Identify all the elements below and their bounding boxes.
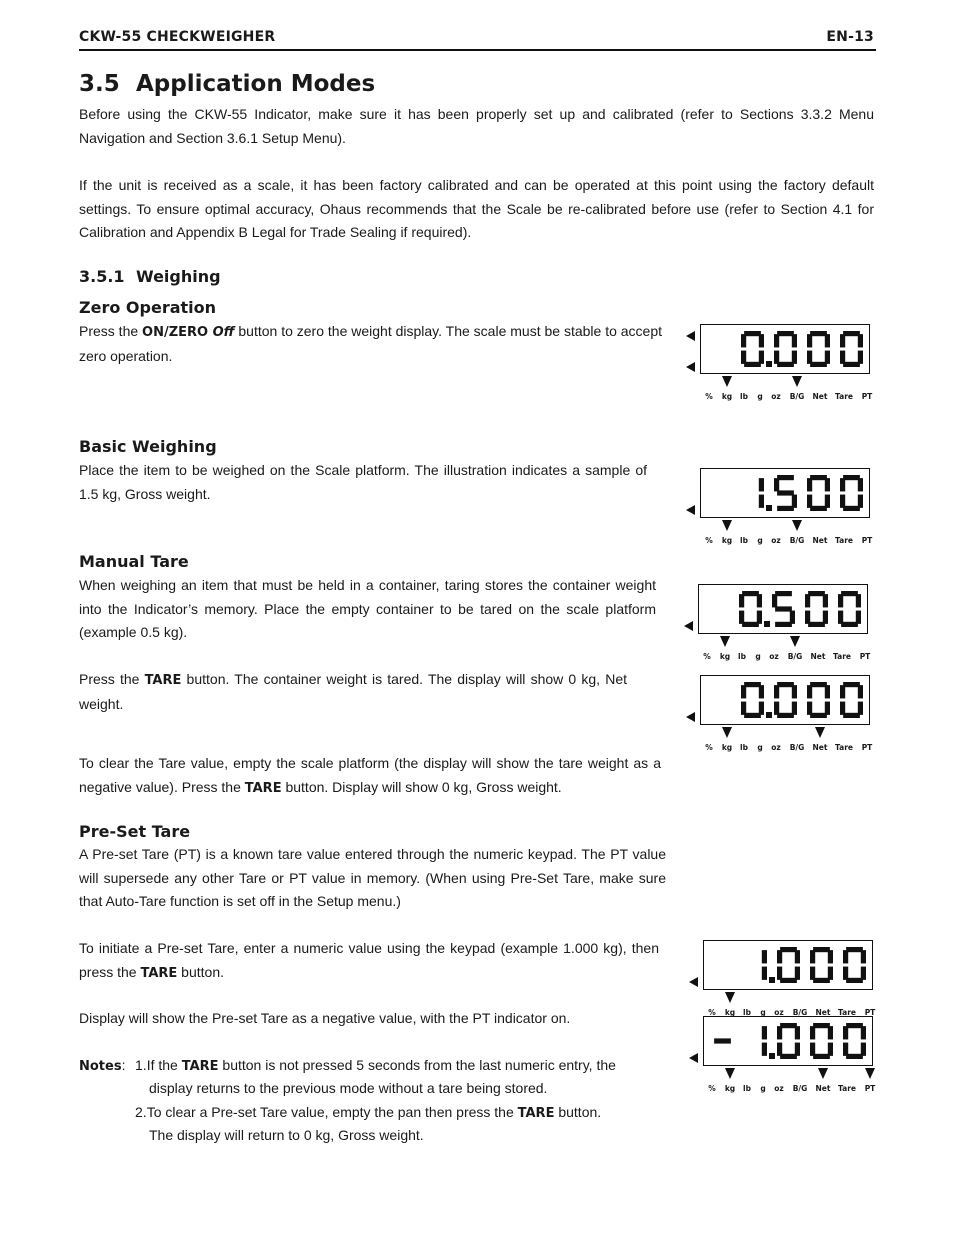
indicator-label: kg — [724, 1084, 736, 1093]
note-1: 1.If the TARE button is not pressed 5 seconds from the last numeric entry, the — [135, 1057, 616, 1074]
tare-button-label: TARE — [181, 1059, 219, 1074]
segment-d — [808, 622, 825, 627]
indicator-pointer-icon — [720, 636, 730, 647]
preset-tare-heading: Pre-Set Tare — [79, 822, 191, 841]
segment-a — [777, 682, 794, 687]
segment-e — [774, 702, 779, 715]
segment-d — [744, 362, 761, 367]
segment-a — [780, 947, 797, 952]
digit-0 — [807, 331, 830, 367]
lcd-readout — [700, 675, 870, 725]
basic-weighing-text: Place the item to be weighed on the Scale platform. The illustration indicates a sample of 1.5 kg, Gross weight. — [79, 462, 647, 502]
indicator-label: B/G — [789, 743, 805, 752]
digit-0 — [840, 475, 863, 511]
section-heading — [79, 71, 375, 97]
digit-0 — [810, 1023, 833, 1059]
segment-e — [838, 611, 843, 624]
indicator-label: kg — [721, 392, 733, 401]
tare-button-label: TARE — [517, 1106, 555, 1121]
digit-0 — [807, 475, 830, 511]
segment-b — [828, 1026, 833, 1039]
segment-a — [810, 682, 827, 687]
digit-0 — [838, 591, 861, 627]
segment-a — [780, 1023, 797, 1028]
segment-b — [762, 1026, 767, 1039]
indicator-label: kg — [721, 743, 733, 752]
segment-e — [840, 495, 845, 508]
preset-tare-paragraph-2: To initiate a Pre-set Tare, enter a numeric value using the keypad (example 1.000 kg), then press the TARE button. — [79, 940, 659, 981]
segment-g — [775, 606, 792, 611]
indicator-label: g — [760, 1084, 766, 1093]
segment-b — [858, 334, 863, 347]
digit-5 — [772, 591, 795, 627]
segment-f — [774, 334, 779, 347]
indicator-label: Net — [815, 1084, 831, 1093]
indicator-pointer-icon — [722, 520, 732, 531]
status-arrow-icon — [686, 505, 695, 515]
segment-a — [843, 331, 860, 336]
segment-f — [840, 478, 845, 491]
indicator-labels — [700, 392, 873, 404]
indicator-label: lb — [740, 743, 748, 752]
segment-b — [861, 950, 866, 963]
segment-b — [795, 1026, 800, 1039]
tare-button-label: TARE — [244, 780, 282, 796]
tare-button-label: TARE — [144, 673, 182, 688]
segment-b — [825, 478, 830, 491]
segment-a — [775, 591, 792, 596]
segment-b — [757, 594, 762, 607]
indicator-pointer-icon — [725, 1068, 735, 1079]
segment-b — [762, 950, 767, 963]
segment-b — [861, 1026, 866, 1039]
segment-a — [777, 331, 794, 336]
note-2: 2.To clear a Pre-set Tare value, empty the pan then press the TARE button. — [135, 1104, 602, 1121]
indicator-label: B/G — [789, 392, 805, 401]
indicator-pointer-icon — [725, 992, 735, 1003]
segment-d — [775, 622, 792, 627]
intro-paragraph-2: If the unit is received as a scale, it has been factory calibrated and can be operated at this point using the factory default settings. To ensure optimal accuracy, Ohaus recommends that the Scale be re-calibrated before use (refer to Section 4.1 for Calibration and Appendix B Legal for Trade Sealing if required). — [79, 177, 874, 240]
digit-1 — [762, 950, 767, 980]
status-arrow-icon — [689, 1053, 698, 1063]
indicator-label: g — [757, 536, 763, 545]
digit-0 — [777, 947, 800, 983]
segment-e — [810, 1043, 815, 1056]
digit-1 — [762, 1026, 767, 1056]
segment-b — [828, 950, 833, 963]
segment-d — [744, 713, 761, 718]
segment-e — [840, 702, 845, 715]
lcd-readout — [700, 468, 870, 518]
segment-d — [742, 622, 759, 627]
indicator-label: Tare — [833, 652, 851, 661]
indicator-label: Tare — [838, 1008, 856, 1017]
indicator-label: g — [755, 652, 761, 661]
segment-f — [807, 334, 812, 347]
lcd-readout — [700, 324, 870, 374]
segment-d — [780, 978, 797, 983]
section-title: Application Modes — [136, 71, 376, 97]
minus-sign — [714, 1038, 731, 1043]
segment-e — [807, 495, 812, 508]
segment-a — [846, 1023, 863, 1028]
segment-g — [777, 490, 794, 495]
basic-weighing-heading: Basic Weighing — [79, 437, 217, 456]
segment-e — [843, 1043, 848, 1056]
segment-e — [777, 967, 782, 980]
subsection-number: 3.5.1 — [79, 267, 125, 286]
segment-f — [774, 478, 779, 491]
indicator-label: kg — [721, 536, 733, 545]
segment-f — [741, 334, 746, 347]
indicator-label: oz — [771, 392, 781, 401]
segment-b — [759, 478, 764, 491]
running-header-title: CKW-55 CHECKWEIGHER — [79, 29, 276, 45]
segment-f — [810, 1026, 815, 1039]
segment-f — [807, 478, 812, 491]
lcd-readout — [703, 940, 873, 990]
segment-e — [807, 351, 812, 364]
indicator-label: oz — [769, 652, 779, 661]
status-arrow-icon — [686, 712, 695, 722]
digit-0 — [774, 331, 797, 367]
segment-d — [777, 713, 794, 718]
segment-f — [807, 685, 812, 698]
status-arrow-icon — [686, 331, 695, 341]
segment-c — [759, 495, 764, 508]
indicator-label: PT — [861, 743, 873, 752]
indicator-label: oz — [771, 536, 781, 545]
segment-d — [843, 506, 860, 511]
segment-b — [825, 334, 830, 347]
segment-a — [808, 591, 825, 596]
manual-tare-heading: Manual Tare — [79, 552, 189, 571]
digit-1 — [759, 478, 764, 508]
segment-b — [856, 594, 861, 607]
indicator-pointer-icon — [792, 520, 802, 531]
indicator-label: Net — [815, 1008, 831, 1017]
indicator-pointer-icon — [722, 727, 732, 738]
segment-g — [714, 1038, 731, 1043]
segment-f — [774, 685, 779, 698]
manual-tare-paragraph-1: When weighing an item that must be held in a container, taring stores the container weight into the Indicator’s memory. Place the empty container to be tared on the scale platform (example 0.5 kg). — [79, 577, 656, 640]
segment-d — [846, 1054, 863, 1059]
indicator-label: % — [705, 536, 713, 545]
decimal-point — [769, 1053, 775, 1059]
header-rule — [79, 49, 876, 51]
indicator-label: % — [708, 1008, 716, 1017]
indicator-labels — [703, 1084, 876, 1096]
segment-a — [843, 475, 860, 480]
on-zero-button-label: ON/ZERO — [142, 325, 209, 340]
indicator-label: % — [705, 392, 713, 401]
indicator-label: % — [708, 1084, 716, 1093]
indicator-label: lb — [740, 392, 748, 401]
indicator-label: lb — [743, 1084, 751, 1093]
digit-0 — [843, 1023, 866, 1059]
note-2-continuation: The display will return to 0 kg, Gross weight. — [149, 1127, 424, 1143]
segment-c — [762, 1043, 767, 1056]
segment-a — [810, 475, 827, 480]
digit-0 — [741, 682, 764, 718]
digit-0 — [807, 682, 830, 718]
indicator-label: lb — [738, 652, 746, 661]
notes-label: Notes: — [79, 1057, 126, 1074]
segment-f — [739, 594, 744, 607]
segment-e — [774, 351, 779, 364]
segment-a — [777, 475, 794, 480]
segment-d — [777, 506, 794, 511]
segment-a — [742, 591, 759, 596]
note-1-continuation: display returns to the previous mode without a tare being stored. — [149, 1080, 548, 1096]
preset-tare-paragraph-3: Display will show the Pre-set Tare as a negative value, with the PT indicator on. — [79, 1010, 571, 1026]
segment-f — [840, 685, 845, 698]
indicator-label: % — [705, 743, 713, 752]
zero-operation-text: Press the ON/ZERO Off button to zero the weight display. The scale must be stable to accept zero operation. — [79, 323, 663, 364]
manual-tare-paragraph-3: To clear the Tare value, empty the scale platform (the display will show the tare weight as a negative value). Press the TARE button. Display will show 0 kg, Gross weight. — [79, 755, 661, 796]
indicator-label: B/G — [787, 652, 803, 661]
intro-paragraph-1: Before using the CKW-55 Indicator, make sure it has been properly set up and calibrated (refer to Sections 3.3.2 Menu Navigation and Section 3.6.1 Setup Menu). — [79, 106, 874, 146]
indicator-label: oz — [774, 1084, 784, 1093]
segment-d — [780, 1054, 797, 1059]
lcd-readout — [703, 1016, 873, 1066]
segment-f — [777, 950, 782, 963]
digit-0 — [805, 591, 828, 627]
indicator-label: Tare — [838, 1084, 856, 1093]
page-number: EN-13 — [826, 29, 874, 45]
indicator-label: Net — [812, 743, 828, 752]
segment-d — [843, 713, 860, 718]
segment-b — [825, 685, 830, 698]
indicator-label: Tare — [835, 392, 853, 401]
subsection-title: Weighing — [136, 267, 221, 286]
digit-0 — [774, 682, 797, 718]
indicator-label: lb — [740, 536, 748, 545]
indicator-label: kg — [724, 1008, 736, 1017]
indicator-label: Tare — [835, 743, 853, 752]
preset-tare-paragraph-1: A Pre-set Tare (PT) is a known tare value entered through the numeric keypad. The PT value will supersede any other Tare or PT value in memory. (When using Pre-Set Tare, make sure that Auto-Tare function is set off in the Setup menu.) — [79, 846, 666, 909]
indicator-label: oz — [774, 1008, 784, 1017]
decimal-point — [766, 712, 772, 718]
indicator-labels — [698, 652, 871, 664]
segment-f — [741, 685, 746, 698]
segment-a — [810, 331, 827, 336]
segment-a — [841, 591, 858, 596]
segment-f — [805, 594, 810, 607]
segment-c — [762, 967, 767, 980]
segment-d — [841, 622, 858, 627]
segment-e — [840, 351, 845, 364]
indicator-pointer-icon — [790, 636, 800, 647]
segment-e — [807, 702, 812, 715]
indicator-labels — [700, 743, 873, 755]
indicator-labels — [700, 536, 873, 548]
section-number: 3.5 — [79, 71, 120, 97]
indicator-pointer-icon — [722, 376, 732, 387]
digit-0 — [840, 331, 863, 367]
segment-b — [759, 334, 764, 347]
zero-operation-heading: Zero Operation — [79, 298, 217, 317]
segment-d — [843, 362, 860, 367]
indicator-label: PT — [859, 652, 871, 661]
segment-e — [741, 702, 746, 715]
indicator-pointer-icon — [865, 1068, 875, 1079]
indicator-pointer-icon — [815, 727, 825, 738]
decimal-point — [764, 621, 770, 627]
indicator-label: Tare — [835, 536, 853, 545]
indicator-pointer-icon — [792, 376, 802, 387]
indicator-label: Net — [810, 652, 826, 661]
segment-d — [846, 978, 863, 983]
decimal-point — [766, 505, 772, 511]
segment-d — [777, 362, 794, 367]
status-arrow-icon — [684, 621, 693, 631]
indicator-label: g — [757, 743, 763, 752]
segment-a — [744, 682, 761, 687]
segment-e — [739, 611, 744, 624]
indicator-label: oz — [771, 743, 781, 752]
decimal-point — [769, 977, 775, 983]
tare-button-label: TARE — [140, 965, 178, 981]
segment-e — [741, 351, 746, 364]
segment-b — [858, 685, 863, 698]
segment-e — [843, 967, 848, 980]
indicator-label: PT — [864, 1084, 876, 1093]
indicator-label: kg — [719, 652, 731, 661]
digit-0 — [840, 682, 863, 718]
segment-b — [858, 478, 863, 491]
segment-f — [840, 334, 845, 347]
segment-e — [805, 611, 810, 624]
segment-d — [813, 978, 830, 983]
segment-a — [846, 947, 863, 952]
segment-f — [843, 1026, 848, 1039]
digit-0 — [810, 947, 833, 983]
segment-d — [810, 362, 827, 367]
indicator-label: g — [757, 392, 763, 401]
segment-f — [777, 1026, 782, 1039]
indicator-pointer-icon — [818, 1068, 828, 1079]
status-arrow-icon — [686, 362, 695, 372]
manual-tare-paragraph-2: Press the TARE button. The container weight is tared. The display will show 0 kg, Net weight. — [79, 671, 627, 712]
indicator-label: PT — [864, 1008, 876, 1017]
segment-d — [810, 713, 827, 718]
decimal-point — [766, 361, 772, 367]
segment-a — [813, 1023, 830, 1028]
segment-f — [843, 950, 848, 963]
digit-0 — [843, 947, 866, 983]
subsection-heading — [79, 267, 221, 286]
segment-a — [843, 682, 860, 687]
segment-b — [823, 594, 828, 607]
segment-f — [810, 950, 815, 963]
segment-e — [810, 967, 815, 980]
segment-a — [744, 331, 761, 336]
segment-f — [838, 594, 843, 607]
indicator-label: Net — [812, 392, 828, 401]
segment-a — [813, 947, 830, 952]
segment-b — [792, 334, 797, 347]
segment-b — [795, 950, 800, 963]
indicator-label: Net — [812, 536, 828, 545]
status-arrow-icon — [689, 977, 698, 987]
indicator-label: % — [703, 652, 711, 661]
segment-d — [810, 506, 827, 511]
indicator-label: B/G — [792, 1084, 808, 1093]
indicator-label: lb — [743, 1008, 751, 1017]
digit-0 — [741, 331, 764, 367]
segment-b — [759, 685, 764, 698]
segment-f — [772, 594, 777, 607]
indicator-label: PT — [861, 536, 873, 545]
segment-d — [813, 1054, 830, 1059]
indicator-label: B/G — [789, 536, 805, 545]
digit-5 — [774, 475, 797, 511]
segment-b — [792, 685, 797, 698]
lcd-readout — [698, 584, 868, 634]
indicator-label: PT — [861, 392, 873, 401]
indicator-label: B/G — [792, 1008, 808, 1017]
digit-0 — [777, 1023, 800, 1059]
indicator-label: g — [760, 1008, 766, 1017]
segment-e — [777, 1043, 782, 1056]
digit-0 — [739, 591, 762, 627]
